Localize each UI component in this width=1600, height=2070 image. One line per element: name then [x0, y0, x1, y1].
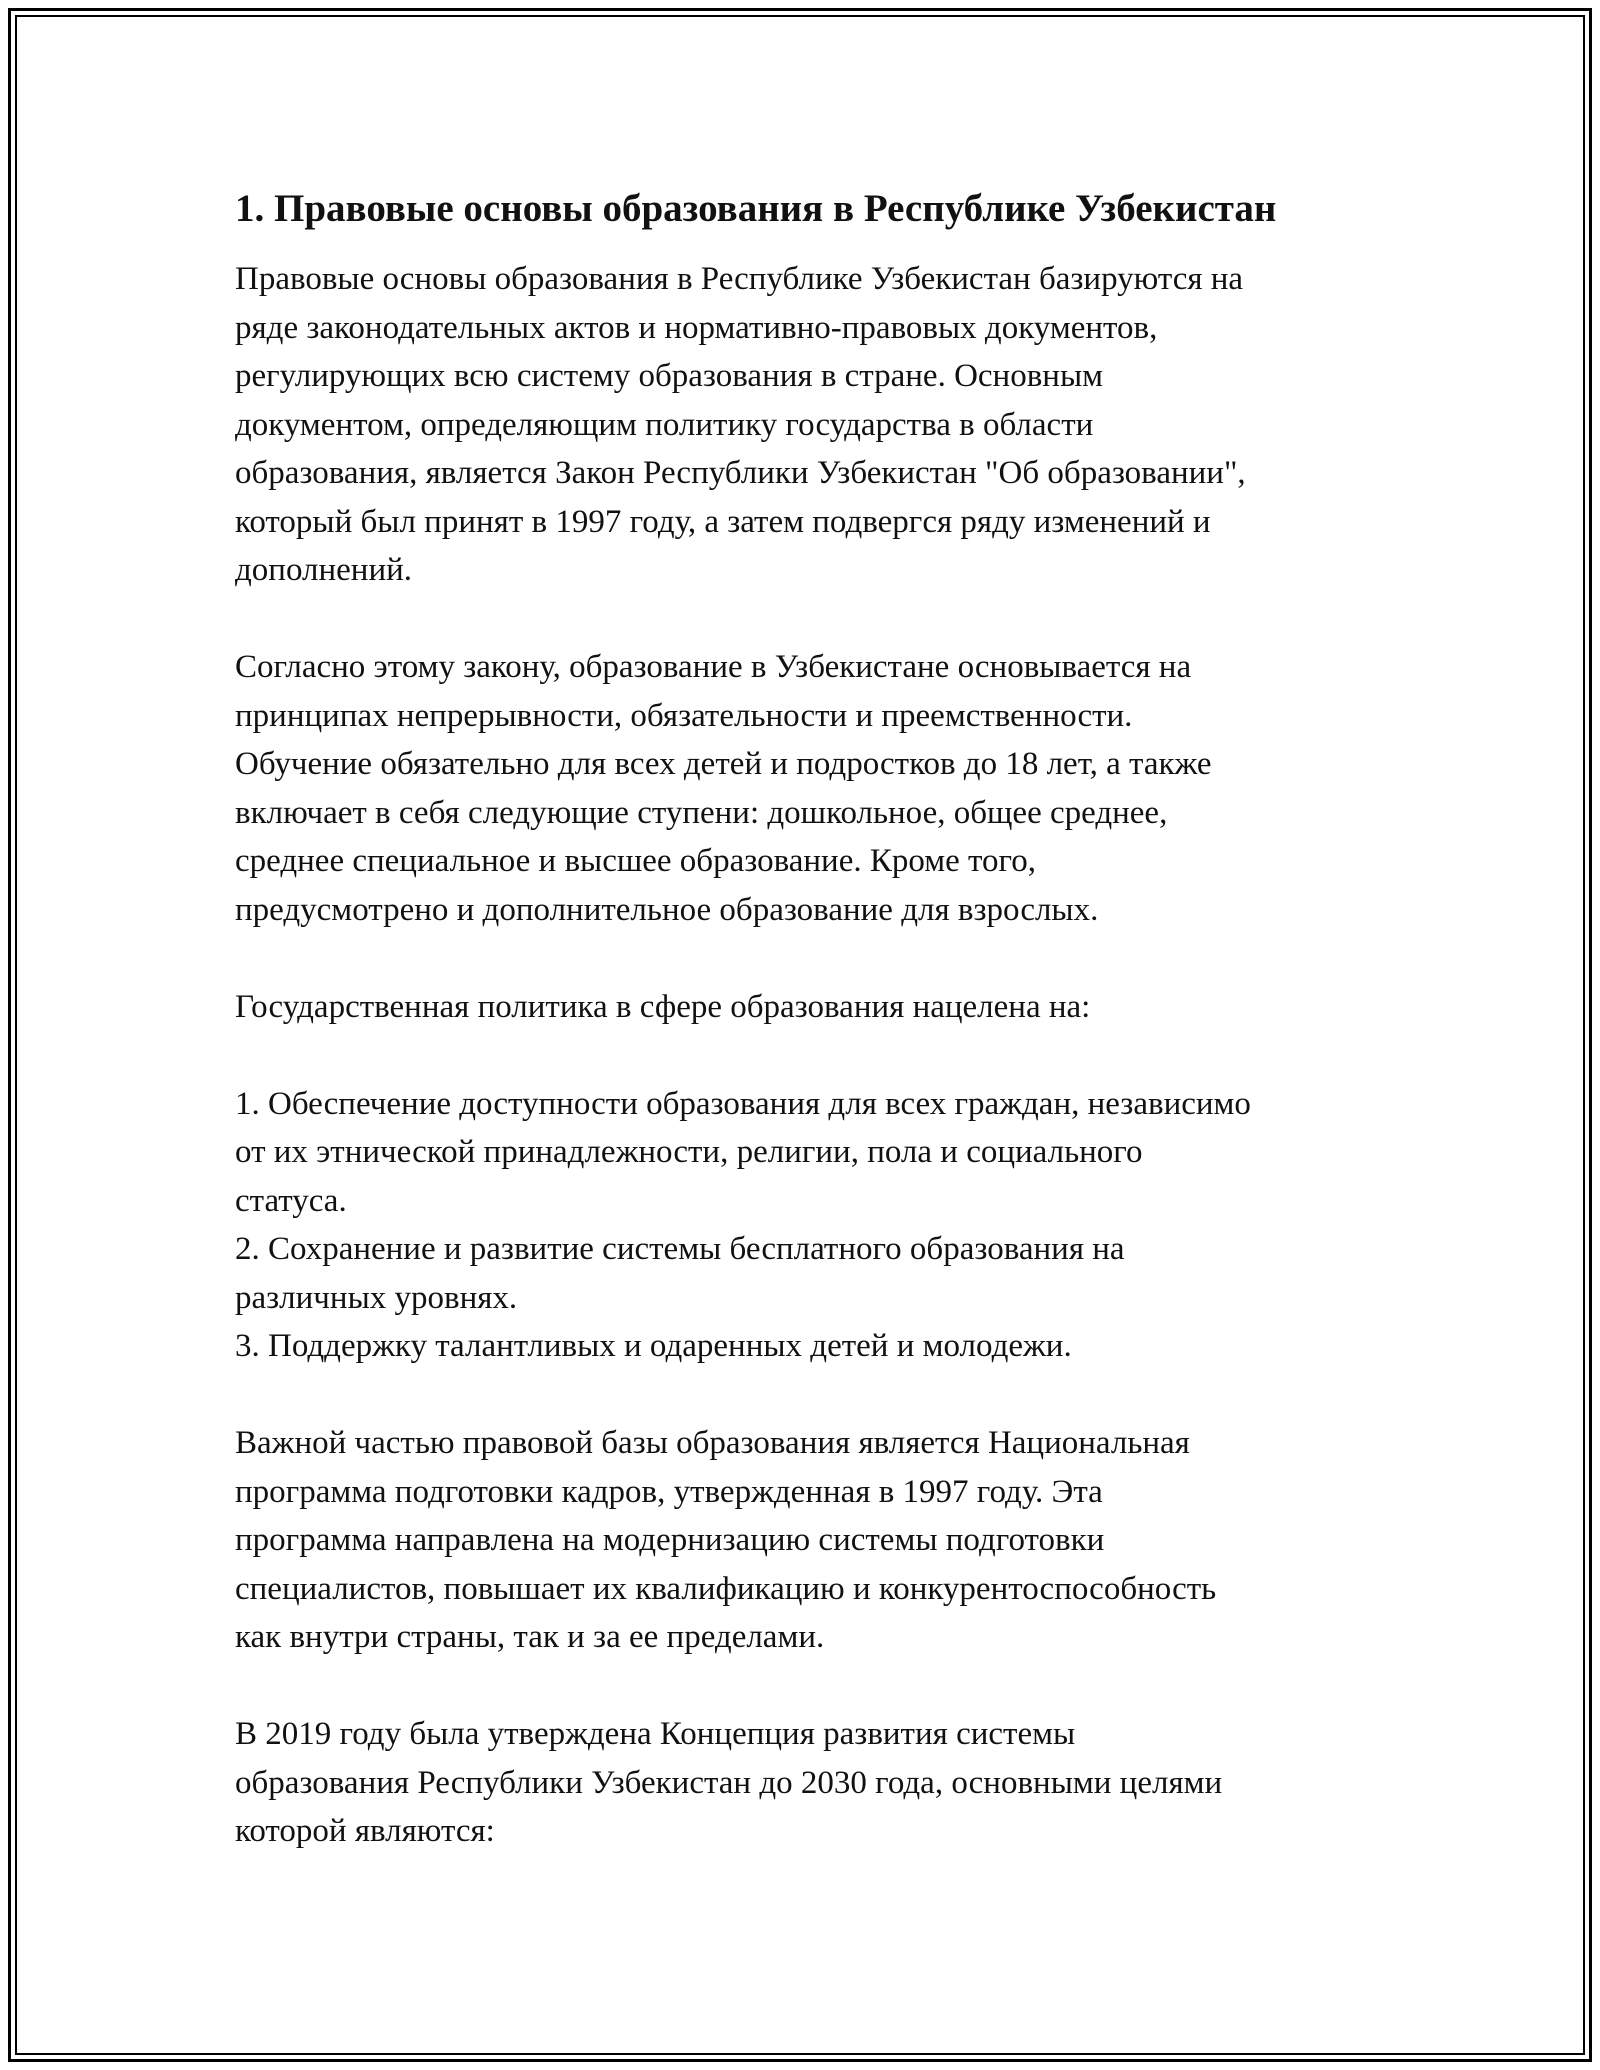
paragraph-gap — [235, 1371, 1375, 1420]
list-item: 2. Сохранение и развитие системы бесплатного образования на различных уровнях. — [235, 1231, 1125, 1316]
paragraph-concept-2030: В 2019 году была утверждена Концепция развития системы образования Республики Узбекистан до 2030 года, основными целями которой являются: — [235, 1716, 1223, 1849]
list-item: 3. Поддержку талантливых и одаренных детей и молодежи. — [235, 1328, 1072, 1364]
paragraph-state-policy-intro: Государственная политика в сфере образования нацелена на: — [235, 988, 1091, 1025]
section-title: 1. Правовые основы образования в Республике Узбекистан — [235, 187, 1277, 230]
list-item: 1. Обеспечение доступности образования для всех граждан, независимо от их этнической принадлежности, религии, пола и социального статуса. — [235, 1085, 1251, 1219]
paragraph-gap — [235, 934, 1375, 983]
paragraph-national-program: Важной частью правовой базы образования является Национальная программа подготовки кадров, утвержденная в 1997 году. Эта программа направлена на модернизацию системы подготовки специалистов, повышает их квалификацию и конкурентоспособность как внутри страны, так и за ее пределами. — [235, 1425, 1217, 1655]
paragraph-gap — [235, 595, 1375, 644]
document-body — [235, 185, 1375, 1856]
paragraph-gap — [235, 1662, 1375, 1711]
policy-goals-list — [235, 1080, 1375, 1371]
paragraph-gap — [235, 1031, 1375, 1080]
paragraph-legal-basis: Правовые основы образования в Республике Узбекистан базируются на ряде законодательных актов и нормативно-правовых документов, регулирующих всю систему образования в стране. Основным документом, определяющим политику государства в области образования, является Закон Республики Узбекистан "Об образовании", который был принят в 1997 году, а затем подвергся ряду изменений и дополнений. — [235, 261, 1246, 588]
paragraph-education-principles: Согласно этому закону, образование в Узбекистане основывается на принципах непрерывности, обязательности и преемственности. Обучение обязательно для всех детей и подростков до 18 лет, а также включает в себя следующие ступени: дошкольное, общее среднее, среднее специальное и высшее образование. Кроме того, предусмотрено и дополнительное образование для взрослых. — [235, 649, 1212, 928]
